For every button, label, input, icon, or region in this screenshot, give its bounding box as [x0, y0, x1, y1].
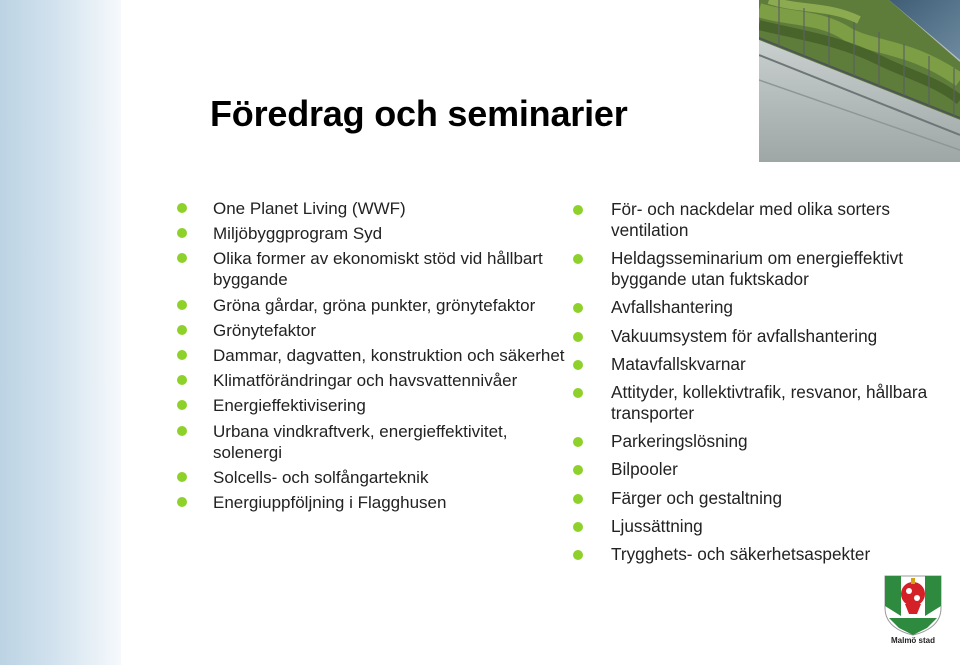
bullet-item	[175, 223, 565, 244]
bullet-text: Energieffektivisering	[213, 396, 366, 416]
logo-text: Malmö stad	[890, 636, 935, 645]
bullet-item	[573, 544, 953, 565]
bullet-text: Klimatförändringar och havsvattennivåer	[213, 371, 518, 391]
bullet-text: Bilpooler	[611, 459, 678, 480]
bullet-item	[573, 199, 953, 241]
bullet-item	[175, 467, 565, 488]
bullet-dot-icon	[177, 497, 187, 507]
bullet-text: Olika former av ekonomiskt stöd vid hållbart byggande	[213, 249, 543, 290]
bullet-text: Attityder, kollektivtrafik, resvanor, hållbara transporter	[611, 381, 928, 423]
bullet-item	[175, 248, 565, 290]
bullet-dot-icon	[573, 332, 583, 342]
bullet-text: Dammar, dagvatten, konstruktion och säkerhet	[213, 345, 565, 365]
bullet-text: Gröna gårdar, gröna punkter, grönytefaktor	[213, 295, 536, 315]
right-bullet-list	[573, 199, 953, 572]
bullet-item	[573, 431, 953, 452]
bullet-dot-icon	[573, 465, 583, 475]
bullet-dot-icon	[177, 253, 187, 263]
bullet-text: One Planet Living (WWF)	[213, 199, 406, 218]
green-roof-photo	[759, 0, 960, 162]
bullet-item	[573, 382, 953, 424]
bullet-dot-icon	[177, 472, 187, 482]
bullet-dot-icon	[573, 388, 583, 398]
bullet-item	[175, 370, 565, 391]
bullet-dot-icon	[573, 303, 583, 313]
bullet-item	[175, 395, 565, 416]
bullet-text: Miljöbyggprogram Syd	[213, 224, 383, 244]
bullet-item	[573, 297, 953, 318]
bullet-text: Trygghets- och säkerhetsaspekter	[611, 543, 871, 564]
bullet-dot-icon	[573, 205, 583, 215]
bullet-item	[175, 492, 565, 513]
slide-title: Föredrag och seminarier	[210, 93, 628, 134]
bullet-dot-icon	[177, 400, 187, 410]
bullet-item	[573, 459, 953, 480]
bullet-item	[175, 421, 565, 463]
bullet-dot-icon	[573, 550, 583, 560]
bullet-dot-icon	[177, 300, 187, 310]
left-bullet-list	[175, 198, 565, 517]
bullet-dot-icon	[573, 522, 583, 532]
bullet-text: Parkeringslösning	[611, 431, 748, 452]
bullet-text: Grönytefaktor	[213, 320, 316, 340]
bullet-item	[573, 248, 953, 290]
bullet-item	[175, 295, 565, 316]
bullet-text: Solcells- och solfångarteknik	[213, 467, 429, 487]
bullet-dot-icon	[573, 494, 583, 504]
bullet-text: Avfallshantering	[611, 297, 733, 318]
bullet-text: Ljussättning	[611, 515, 703, 536]
bullet-item	[175, 198, 565, 219]
bullet-dot-icon	[177, 375, 187, 385]
bullet-dot-icon	[177, 426, 187, 436]
bullet-text: Heldagsseminarium om energieffektivt byggande utan fuktskador	[611, 248, 904, 290]
bullet-item	[573, 326, 953, 347]
bullet-item	[175, 345, 565, 366]
bullet-text: För- och nackdelar med olika sorters ventilation	[611, 199, 890, 240]
bullet-dot-icon	[573, 254, 583, 264]
bullet-text: Färger och gestaltning	[611, 487, 783, 508]
side-decor-band	[0, 0, 121, 665]
bullet-text: Energiuppföljning i Flagghusen	[213, 492, 447, 512]
bullet-text: Urbana vindkraftverk, energieffektivitet, solenergi	[213, 421, 508, 462]
bullet-text: Vakuumsystem för avfallshantering	[611, 325, 878, 346]
bullet-dot-icon	[573, 437, 583, 447]
bullet-dot-icon	[177, 203, 187, 213]
bullet-item	[573, 488, 953, 509]
bullet-dot-icon	[177, 350, 187, 360]
bullet-text: Matavfallskvarnar	[611, 353, 746, 374]
bullet-dot-icon	[573, 360, 583, 370]
bullet-dot-icon	[177, 228, 187, 238]
bullet-item	[573, 354, 953, 375]
bullet-item	[573, 516, 953, 537]
bullet-item	[175, 320, 565, 341]
bullet-dot-icon	[177, 325, 187, 335]
